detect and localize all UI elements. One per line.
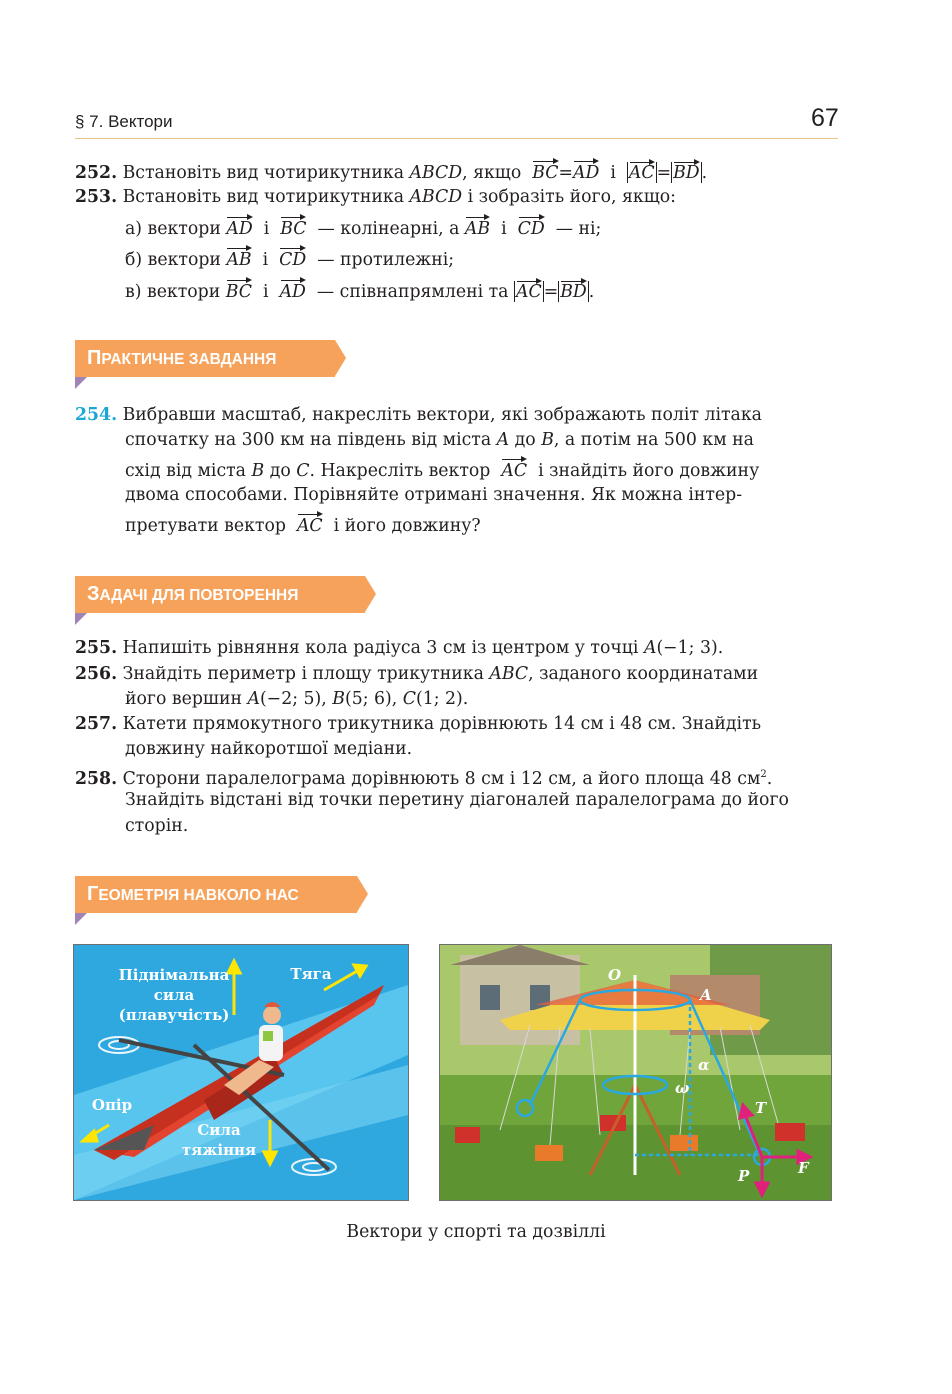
- period: .: [588, 282, 595, 302]
- figure-name: ABCD: [409, 187, 463, 207]
- conjunction: і: [263, 282, 269, 302]
- problem-text: його вершин: [125, 689, 242, 709]
- problem-254-line5: [125, 514, 481, 536]
- coordinates: (−1; 3).: [656, 638, 724, 658]
- problem-line: , а потім на 500 км на: [553, 430, 754, 450]
- vector-length: [671, 162, 702, 183]
- problem-254-line2: [125, 430, 754, 450]
- problem-number: 257.: [75, 714, 118, 734]
- banner-text: РАКТИЧНЕ ЗАВДАННЯ: [101, 351, 277, 368]
- problem-256-line2: [125, 689, 468, 709]
- vector: AD: [279, 282, 306, 302]
- problem-number: 253.: [75, 187, 118, 207]
- point-name: B: [251, 461, 265, 481]
- page-number: 67: [811, 104, 839, 132]
- figure-caption: Вектори у спорті та дозвіллі: [346, 1222, 606, 1242]
- problem-number: 258.: [75, 768, 118, 789]
- subproblem-b: [125, 248, 454, 270]
- problem-254: [75, 405, 762, 425]
- subproblem-text: — ні;: [555, 219, 602, 239]
- vector: AC: [296, 516, 323, 536]
- vector: BC: [280, 219, 307, 239]
- gravity-label: Сила: [197, 1121, 241, 1139]
- problem-number: 252.: [75, 163, 118, 183]
- point-name: A: [643, 638, 657, 658]
- equals-sign: =: [656, 163, 672, 183]
- point-name: B: [332, 689, 345, 709]
- problem-number: 255.: [75, 638, 118, 658]
- banner-repeat: [75, 576, 365, 613]
- vector: BC: [532, 163, 559, 183]
- vector-length: [514, 281, 544, 302]
- conjunction: і: [610, 163, 616, 183]
- problem-line: Вибравши масштаб, накресліть вектори, які зображають політ літака: [122, 405, 762, 425]
- banner-initial: З: [87, 583, 100, 605]
- point-name: B: [541, 430, 554, 450]
- vector: AC: [628, 163, 655, 183]
- banner-text: ЕОМЕТРІЯ НАВКОЛО НАС: [98, 887, 299, 904]
- subproblem-label: в) вектори: [125, 282, 221, 302]
- problem-258: [75, 765, 772, 789]
- problem-line: і його довжину?: [333, 516, 481, 536]
- vector: AD: [573, 163, 600, 183]
- vector: CD: [517, 219, 545, 239]
- superscript: 2: [760, 769, 767, 780]
- conjunction: і: [501, 219, 507, 239]
- drag-label: Опір: [91, 1096, 133, 1114]
- problem-line: і знайдіть його довжину: [538, 461, 760, 481]
- subproblem-label: а) вектори: [125, 219, 221, 239]
- coordinates: (5; 6),: [344, 689, 398, 709]
- lift-label: сила: [153, 986, 195, 1004]
- problem-line: претувати вектор: [125, 516, 286, 536]
- subproblem-text: — колінеарні, а: [317, 219, 460, 239]
- rowing-illustration: [73, 944, 409, 1201]
- banner-tail: [75, 613, 87, 625]
- problem-line: . Накресліть вектор: [309, 461, 491, 481]
- period: .: [701, 163, 708, 183]
- point-name: A: [496, 430, 510, 450]
- problem-line: до: [514, 430, 536, 450]
- equals-sign: =: [558, 163, 573, 183]
- vector: AB: [226, 250, 252, 270]
- banner-geometry: [75, 876, 357, 913]
- vector: BD: [673, 163, 700, 183]
- problem-258-line2: Знайдіть відстані від точки перетину діагоналей паралелограма до його: [125, 790, 789, 810]
- point-O-label: O: [608, 966, 622, 984]
- problem-text: Катети прямокутного трикутника дорівнюють 14 см і 48 см. Знайдіть: [122, 714, 762, 734]
- equals-sign: =: [543, 282, 559, 302]
- problem-254-line4: двома способами. Порівняйте отримані значення. Як можна інтер-: [125, 485, 743, 505]
- problem-257: [75, 714, 761, 734]
- problem-257-line2: довжину найкоротшої медіани.: [125, 739, 413, 759]
- subproblem-a: [125, 217, 601, 239]
- point-name: C: [296, 461, 310, 481]
- period: .: [766, 768, 773, 789]
- vector-F-label: F: [798, 1159, 809, 1177]
- problem-253: [75, 187, 676, 207]
- point-name: A: [247, 689, 260, 709]
- vector-length: [558, 281, 589, 302]
- problem-text: Встановіть вид чотирикутника: [122, 163, 405, 183]
- banner-tail: [75, 377, 87, 389]
- vector-length: [627, 162, 657, 183]
- problem-text: , заданого координатами: [528, 664, 759, 684]
- vector-T-label: T: [755, 1099, 767, 1117]
- point-name: C: [402, 689, 416, 709]
- subproblem-text: — протилежні;: [317, 250, 455, 270]
- conjunction: і: [262, 250, 269, 270]
- subproblem-text: — співнапрямлені та: [316, 282, 509, 302]
- vector: BD: [560, 282, 587, 302]
- thrust-label: Тяга: [290, 965, 332, 983]
- banner-tail: [75, 913, 87, 925]
- figure-name: ABCD: [409, 163, 463, 183]
- coordinates: (1; 2).: [415, 689, 469, 709]
- gravity-label: тяжіння: [181, 1141, 257, 1159]
- problem-258-line3: сторін.: [125, 816, 189, 836]
- banner-initial: П: [87, 347, 102, 369]
- vector: AC: [516, 282, 542, 302]
- banner-initial: Г: [87, 883, 99, 905]
- conjunction: і: [263, 219, 270, 239]
- section-title: § 7. Вектори: [75, 112, 173, 131]
- omega-label: ω: [675, 1079, 690, 1097]
- problem-number: 256.: [75, 664, 118, 684]
- vector: AB: [464, 219, 491, 239]
- carousel-scene: [440, 945, 831, 1200]
- point-A-label: A: [700, 986, 712, 1004]
- lift-label: Піднімальна: [118, 966, 230, 984]
- problem-text: Встановіть вид чотирикутника: [122, 187, 405, 207]
- carousel-photo: [439, 944, 832, 1201]
- vector: BC: [225, 282, 253, 302]
- coordinates: (−2; 5),: [259, 689, 327, 709]
- vector: AC: [501, 461, 528, 481]
- problem-256: [75, 664, 758, 684]
- problem-text: Напишіть рівняння кола радіуса 3 см із центром у точці: [122, 638, 639, 658]
- figure-name: ABC: [489, 664, 529, 684]
- problem-255: [75, 638, 723, 658]
- problem-text: Знайдіть периметр і площу трикутника: [122, 664, 484, 684]
- banner-text: АДАЧІ ДЛЯ ПОВТОРЕННЯ: [99, 587, 299, 604]
- rowing-scene: [74, 945, 408, 1200]
- problem-text: Сторони паралелограма дорівнюють 8 см і 12 см, а його площа 48 см: [122, 768, 761, 789]
- problem-line: спочатку на 300 км на південь від міста: [125, 430, 492, 450]
- subproblem-label: б) вектори: [125, 250, 221, 270]
- problem-line: до: [269, 461, 291, 481]
- angle-alpha-label: α: [698, 1056, 710, 1074]
- problem-number: 254.: [75, 405, 118, 425]
- vector: CD: [279, 250, 307, 270]
- subproblem-c: [125, 280, 594, 302]
- problem-254-line3: [125, 459, 759, 481]
- vector-P-label: P: [738, 1167, 750, 1185]
- problem-252: [75, 161, 707, 183]
- problem-text: і зобразіть його, якщо:: [467, 187, 676, 207]
- vector: AD: [226, 219, 253, 239]
- problem-text: , якщо: [462, 163, 522, 183]
- banner-practical: [75, 340, 335, 377]
- problem-line: схід від міста: [125, 461, 246, 481]
- header-rule: [75, 138, 838, 139]
- lift-label: (плавучість): [118, 1006, 230, 1024]
